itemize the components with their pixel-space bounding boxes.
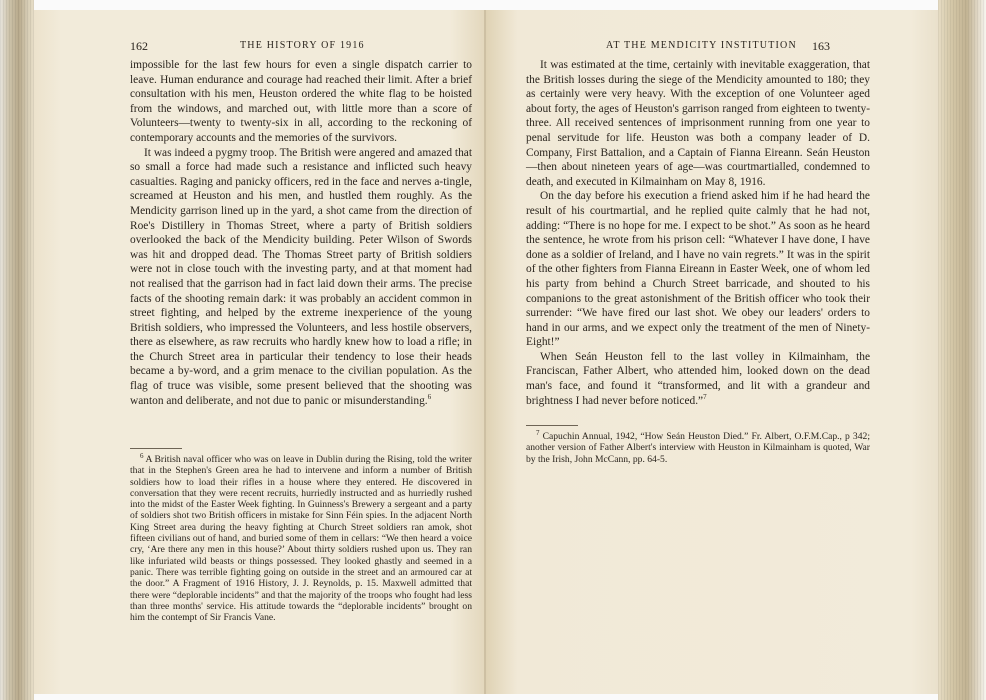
right-paragraph-2: On the day before his execution a friend asked him if he had heard the result of his courtmartial, and he replied quite calmly that he had not, adding: “There is no hope for me. I expect to be shot.” As soon as he heard the sentence, he wrote from his prison cell: “Whatever I have done, I have done as a soldier of Ireland, and I have no vain regrets.” It was in the spirit of the other fighters from Fianna Eireann in Easter Week, one of whom led his party from behind a Church Street barricade, and shouted to his companions to the great astonishment of the British officer who took their surrender: “We have fired our last shot. We obey our leaders' orders to hand in our arms, and we expect only the treatment of the men of Ninety-Eight!” bbox=[526, 190, 870, 349]
book-page-edges-right bbox=[938, 0, 986, 700]
footnote-marker-6: 6 bbox=[427, 392, 432, 401]
left-footnote-rule bbox=[130, 448, 182, 449]
right-body-text bbox=[526, 58, 870, 408]
book-page-edges-left bbox=[0, 0, 34, 700]
left-footnote: $^6$ A British naval officer who was on leave in Dublin during the Rising, told the writer that in the Stephen's Green area he had to intervene and inform a number of British soldiers how to load their rifles in a house where they entered. He discovered in conversation that they were recent recruits, hurriedly instructed and as hurriedly rushed into the midst of the Easter Week fighting. In Guinness's Brewery a sergeant and a party of soldiers shot two British officers in mistake for Sinn Féin spies. In the adjacent North King Street area during the heavy fighting at Church Street soldiers ran amok, shot fifteen civilians out of hand, and buried some of them in cellars: “We then heard a voice cry, ‘Are there any men in this house?’ About thirty soldiers rushed upon us. They ran like infuriated wild beasts or things possessed. They looked ghastly and seemed in a panic. There was terrible fighting going on outside in the street and an armoured car at the door.” A Fragment of 1916 History, J. J. Reynolds, p. 15. Maxwell admitted that there were “deplorable incidents” and that the majority of the troops who fought had less than three months' service. His attitude towards the “deplorable incidents” brought on him the contempt of Sir Francis Vane. bbox=[130, 451, 472, 624]
left-page bbox=[34, 10, 486, 694]
right-paragraph-1: It was estimated at the time, certainly with inevitable exaggeration, that the British losses during the siege of the Mendicity amounted to 180; they as certainly were very heavy. With the exception of one Volunteer aged about forty, the ages of Heuston's garrison ranged from eighteen to twenty-three. All received sentences of imprisonment running from one year to penal servitude for life. Heuston was both a company leader of D. Company, First Battalion, and a Captain of Fianna Eireann. Seán Heuston—then about nineteen years of age—was courtmartialled, condemned to death, and executed in Kilmainham on May 8, 1916. bbox=[526, 59, 870, 188]
right-footnote-rule bbox=[526, 425, 578, 426]
left-paragraph-2: It was indeed a pygmy troop. The British were angered and amazed that so small a force had made such a resistance and inflicted such heavy casualties. Raging and panicky officers, red in the face and nerves a-tingle, screamed at Heuston and his men, and hustled them roughly. As the Mendicity garrison lined up in the yard, a shot came from the direction of Roe's Distillery in Thomas Street, where a party of British soldiers overlooked the back of the Mendicity building. Peter Wilson of Swords was hit and dropped dead. The Thomas Street party of British soldiers were not in close touch with the investing party, and at that moment had not realised that the garrison had in fact laid down their arms. The precise facts of the shooting remain dark: it was probably an accident common in street fighting, and helped by the extreme inexperience of the young British soldiers, who impressed the Volunteers, and less hostile observers, there as elsewhere, as raw recruits who hardly knew how to load a rifle; in the Church Street area in particular their tendency to lose their heads became a by-word, and a grim menace to the civilian population. As the flag of truce was visible, some present believed that the shooting was wanton and deliberate, and not due to panic or misunderstanding.$^6$ bbox=[130, 146, 472, 407]
right-page bbox=[486, 10, 938, 694]
right-paragraph-3: When Seán Heuston fell to the last volley in Kilmainham, the Franciscan, Father Albert, who attended him, looked down on the dead man's face, and found it “transformed, and lit with a grandeur and brightness I had never before noticed.”$^7$ bbox=[526, 350, 870, 407]
right-page-number: 163 bbox=[812, 39, 830, 53]
left-running-head: THE HISTORY OF 1916 bbox=[240, 40, 365, 51]
left-paragraph-1: impossible for the last few hours for even a single dispatch carrier to leave. Human endurance and courage had reached their limit. After a brief consultation with his men, Heuston ordered the white flag to be hoisted from the windows, and marched out, with little more than a score of Volunteers—twenty to twenty-six in all, according to the reckoning of contemporary accounts and the memories of the survivors. bbox=[130, 59, 472, 144]
footnote-marker-7: 7 bbox=[703, 392, 707, 401]
right-running-head: AT THE MENDICITY INSTITUTION bbox=[606, 40, 797, 51]
footnote-6-text: A British naval officer who was on leave in Dublin during the Rising, told the writer that in the Stephen's Green area he had to intervene and inform a number of British soldiers how to load their rifles in a house where they entered. He discovered in conversation that they were recent recruits, hurriedly instructed and as hurriedly rushed into the midst of the Easter Week fighting. In Guinness's Brewery a sergeant and a party of soldiers shot two British officers in mistake for Sinn Féin spies. In the adjacent North King Street area during the heavy fighting at Church Street soldiers ran amok, shot fifteen civilians out of hand, and buried some of them in cellars: “We then heard a voice cry, ‘Are there any men in this house?’ About thirty soldiers rushed upon us. They ran like infuriated wild beasts or things possessed. They looked ghastly and seemed in a panic. There was terrible fighting going on outside in the street and an armoured car at the door.” A Fragment of 1916 History, J. J. Reynolds, p. 15. Maxwell admitted that there were “deplorable incidents” and that the majority of the troops who fought had less than three months' service. His attitude towards the “deplorable incidents” brought on him the contempt of Sir Francis Vane. bbox=[130, 454, 472, 624]
footnote-7-text: Capuchin Annual, 1942, “How Seán Heuston Died.” Fr. Albert, O.F.M.Cap., p 342; another version of Father Albert's interview with Heuston in Kilmainham is quoted, War by the Irish, John McCann, pp. 64-5. bbox=[526, 431, 870, 465]
left-body-text bbox=[130, 58, 472, 408]
left-page-number: 162 bbox=[130, 39, 148, 53]
right-footnote: $^7$ Capuchin Annual, 1942, “How Seán Heuston Died.” Fr. Albert, O.F.M.Cap., p 342; another version of Father Albert's interview with Heuston in Kilmainham is quoted, War by the Irish, John McCann, pp. 64-5. bbox=[526, 428, 870, 465]
